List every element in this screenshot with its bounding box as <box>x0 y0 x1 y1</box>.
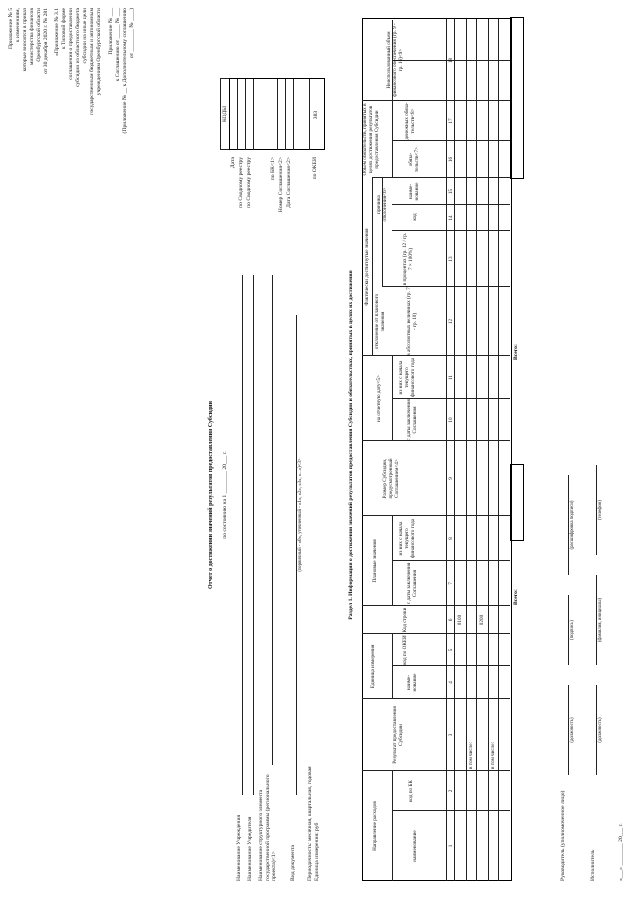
appendix-line: государственным бюджетным и автономным <box>89 8 95 115</box>
th-plan-year: из них с начала текущего финансового года <box>398 518 417 559</box>
label-bk: по БК<1> <box>270 157 276 181</box>
label-agreement-number: Номер Соглашения<2> <box>278 157 284 213</box>
head-decoding: (расшифровка подписи) <box>570 500 575 550</box>
label-date: Дата <box>230 157 236 169</box>
label-agreement-date: Дата Соглашения<2> <box>286 157 292 208</box>
th-fact-from: с даты заключения Соглашения <box>406 399 419 441</box>
codes-header: КОДЫ <box>222 105 228 123</box>
total-cell-subsidy <box>510 464 524 541</box>
th-obl-obligations: обяза-тельств<7> <box>408 147 421 172</box>
th-on-date: на отчетную дату<5> <box>376 375 382 422</box>
head-position: (должность) <box>570 717 575 743</box>
appendix-line: от 30 декабря 2020 г. № 281 <box>43 8 49 74</box>
section1-title: Раздел 1. Информация о достижении значений результатов предоставления Субсидии и обязательствах, принятых в целях их достижения <box>348 270 354 620</box>
appendix-line: (Приложение № __ к Дополнительному соглашению <box>122 8 128 134</box>
th-result: Результат предоставления Субсидии <box>392 706 405 764</box>
th-direction: Направление расходов <box>372 801 378 851</box>
report-date: по состоянию на 1 ________ 20___ г. <box>222 451 228 539</box>
label-registry-1: по Сводному реестру <box>238 157 244 208</box>
appendix-line: Приложение № 5 <box>8 8 14 49</box>
col-num: 18 <box>448 57 454 64</box>
th-unit-okei: код по ОКЕИ <box>402 635 408 665</box>
col-num: 12 <box>448 318 454 325</box>
appendix-line: которые вносятся в приказ <box>22 8 28 72</box>
total-label-plan: Всего: <box>513 589 519 605</box>
label-doc-type: Вид документа <box>290 845 296 881</box>
executor-position: (должность) <box>598 717 603 743</box>
row-incl-label: в том числе: <box>468 741 474 769</box>
col-num: 13 <box>448 256 454 262</box>
col-num: 8 <box>448 537 454 540</box>
total-label-obl: Всего: <box>513 344 519 360</box>
th-dev-pct: в процентах (гр. 12 / гр. 7 × 100%) <box>402 232 415 286</box>
executor-fio: (фамилия, инициалы) <box>598 597 603 643</box>
label-unit: Единица измерения: руб <box>314 822 320 881</box>
col-num: 2 <box>448 789 454 793</box>
executor-phone: (телефон) <box>598 499 603 521</box>
th-obl-money: денежных обяза-тельств<8> <box>404 102 417 140</box>
appendix-line: учреждениям Оренбургской области <box>96 8 102 96</box>
label-registry-2: по Сводному реестру <box>246 157 252 208</box>
appendix-line: к изменениям, <box>15 8 21 43</box>
th-unit-name: наиме-нование <box>406 673 419 692</box>
head-signature: (подпись) <box>570 620 575 640</box>
th-fact: Фактически достигнутые значения <box>364 228 370 306</box>
th-subsidy: Размер Субсидии, предусмотренный Соглашением<4> <box>382 458 401 499</box>
appendix-line: субсидии из областного бюджета <box>75 8 81 87</box>
appendix-line: субсидии на иные цели <box>82 8 88 64</box>
codes-box <box>220 78 324 150</box>
col-num: 1 <box>448 844 454 848</box>
th-obligations: Объем обязательств, принятых в целях достижения результатов предоставления Субсидии <box>362 103 381 176</box>
appendix-line: соглашения о предоставлении <box>68 8 74 80</box>
label-institution: Наименование Учреждения <box>236 814 242 881</box>
label-periodicity: Периодичность: месячная, квартальная, годовая <box>307 766 313 881</box>
th-name: наименование <box>412 830 418 862</box>
executor-label: Исполнитель <box>590 849 596 881</box>
col-num: 3 <box>448 733 454 737</box>
th-row-code: Код строки <box>402 607 408 633</box>
th-unit: Единица измерения <box>370 644 376 689</box>
col-num: 14 <box>448 215 454 221</box>
col-num: 16 <box>448 156 454 163</box>
appendix-line: «Приложение № 3.1 <box>54 8 60 56</box>
label-program-element: Наименование структурного элемента государственной программы (регионального проекта)<1> <box>258 774 278 881</box>
row-incl-label: в том числе: <box>490 741 496 769</box>
th-reason-name: наиме-нование <box>408 182 421 201</box>
results-table <box>362 20 572 881</box>
doc-type-hint: (первичный - «0», уточненный - «1», «2», «3», «...»)<3> <box>298 458 303 572</box>
col-num: 15 <box>448 188 454 195</box>
appendix-line: Приложение № ___ <box>108 8 114 55</box>
total-cell-obligations <box>510 17 524 179</box>
report-title: Отчет о достижении значений результатов предоставления Субсидии <box>208 401 214 589</box>
col-num: 5 <box>448 648 454 652</box>
th-reason-code: код <box>412 213 418 221</box>
th-dev-abs: в абсолютных величинах (гр. 7 - гр. 10) <box>406 287 419 356</box>
th-unused: Неиспользованный объем финансового обеспечения (гр. 9 - гр. 16)<9> <box>386 23 405 97</box>
appendix-line: к Типовой форме <box>61 8 67 50</box>
col-num: 6 <box>448 618 454 622</box>
col-num: 9 <box>448 477 454 480</box>
th-code-bk: код по БК <box>408 780 414 802</box>
appendix-line: к Соглашению от _____ № ___ <box>115 8 121 82</box>
row-code: 0100 <box>457 614 463 626</box>
th-deviation: отклонение от планового значения <box>374 293 387 350</box>
label-founder: Наименование Учредителя <box>247 816 253 881</box>
signature-date: «___» ________ 20___ г. <box>618 823 624 881</box>
th-plan: Плановые значения <box>372 539 378 583</box>
col-num: 7 <box>448 582 454 585</box>
col-num: 10 <box>448 417 454 423</box>
appendix-line: от ________ № ____) <box>129 8 135 59</box>
th-plan-from: с даты заключения Соглашения <box>406 562 419 605</box>
col-num: 17 <box>448 118 454 124</box>
th-reason: причина отклонения<6> <box>376 187 389 222</box>
col-num: 4 <box>448 681 454 684</box>
appendix-line: Оренбургской области <box>36 8 42 62</box>
appendix-line: министерства финансов <box>29 8 35 66</box>
okei-code: 383 <box>313 110 319 120</box>
row-code: 0200 <box>479 614 485 626</box>
col-num: 11 <box>448 375 454 380</box>
th-fact-year: из них с начала текущего финансового года <box>398 357 417 398</box>
head-label: Руководитель (уполномоченное лицо) <box>560 790 566 881</box>
label-okei: по ОКЕИ <box>312 157 318 180</box>
